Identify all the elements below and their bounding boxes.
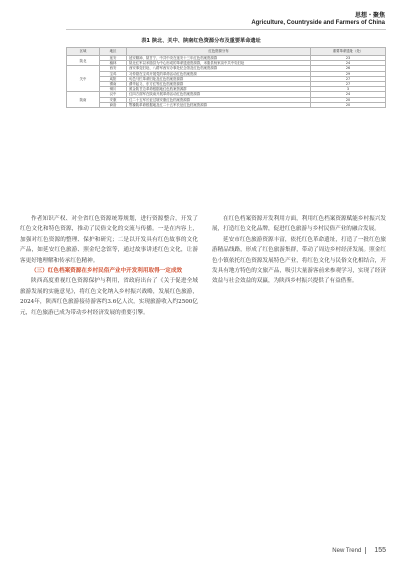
count-cell: 24 [311, 92, 386, 97]
header-resources: 红色资源分布 [127, 48, 311, 56]
header-rule [66, 29, 386, 30]
resource-cell: 鄂豫陕革命根据地及红二十五军长征红色档案资源群 [127, 102, 311, 107]
region-cell: 陕南 [67, 92, 100, 108]
body-paragraph: 陕西高度重视红色资源保护与利用，省政府出台了《关于促进全域旅游发展的实施意见》，将红色文化纳入乡村振兴战略，发展红色旅游，2024年，陕西红色旅游接待游客约3.6亿人次，实现旅游收入约2500亿元，红色旅游已成为带动乡村经济发展的重要引擎。 [20, 278, 198, 316]
region-cell: 关中 [67, 66, 100, 92]
count-cell: 23 [311, 56, 386, 61]
footer-divider [365, 547, 366, 554]
resource-cell: 延安精神、陕甘宁、中共中央在延安十三年红色档案资源群 [127, 56, 311, 61]
area-cell: 汉中 [100, 92, 127, 97]
area-cell: 铜川 [100, 87, 127, 92]
count-cell: 26 [311, 66, 386, 71]
right-column [212, 214, 386, 287]
area-cell: 宝鸡 [100, 71, 127, 76]
body-paragraph: 延安市红色旅游资源丰富，依托红色革命遗址，打造了一批红色旅游精品线路，形成了红色旅游集群，带动了周边乡村经济发展。照金红色小镇依托红色资源发展特色产业，将红色文化与民俗文化相结合，开发具有地方特色的文旅产品，吸引大量游客前来参观学习，实现了经济效益与社会效益的双赢，为陕西乡村振兴提供了有益借鉴。 [212, 236, 386, 285]
section-label: 思想・聚焦 [354, 12, 385, 19]
count-cell: 20 [311, 102, 386, 107]
area-cell: 渭南 [100, 82, 127, 87]
area-cell: 西安 [100, 66, 127, 71]
resource-cell: 照金陕甘边革命根据地红色档案资源群 [127, 87, 311, 92]
area-cell: 咸阳 [100, 76, 127, 81]
count-cell: 27 [311, 76, 386, 81]
table-row [67, 102, 386, 107]
resource-cell: 渭华起义、东方红等红色档案资源群 [127, 82, 311, 87]
resource-cell: 旬邑马栏革命旧址及红色档案资源群 [127, 76, 311, 81]
resource-cell: 红四方面军在陕南开展革命活动红色档案资源群 [127, 92, 311, 97]
count-cell: 20 [311, 97, 386, 102]
page-number: 155 [374, 547, 386, 554]
region-cell: 陕北 [67, 56, 100, 66]
resource-cell: 陕北红军以米脂县为中心形成的革命遗迹资源群，米脂县杨家沟中共中央旧址 [127, 61, 311, 66]
count-cell: 3 [311, 87, 386, 92]
header-sites: 重要革命遗址（处） [311, 48, 386, 56]
area-cell: 商洛 [100, 102, 127, 107]
body-paragraph: 作者知识产权、对全省红色资源统筹规划，进行资源整合，开发了红色文化和特色资源，推动了民俗文化的交流与传播。一是在内容上，加强对红色资源的整理、保护和研究；二是以开发具有红色故事的文化产品，如延安红色旅游、照金纪念馆等，通过故事讲述红色文化，让游客更好地理解和传承红色精神。 [20, 216, 198, 264]
journal-subtitle: Agriculture, Countryside and Farmers of China [251, 20, 385, 26]
header-region: 区域 [67, 48, 100, 56]
table-caption: 表1 陕北、关中、陕南红色资源分布及重要革命遗址 [141, 38, 261, 44]
resource-table [66, 47, 386, 108]
count-cell: 27 [311, 82, 386, 87]
left-column [20, 214, 198, 318]
area-cell: 延安 [100, 56, 127, 61]
count-cell: 24 [311, 61, 386, 66]
table-header-row [67, 48, 386, 56]
body-paragraph: 在红色档案资源开发利用方面，利用红色档案资源赋能乡村振兴发展，打造红色文化品牌，促进红色旅游与乡村民俗产业的融合发展。 [212, 216, 386, 233]
page-footer [332, 547, 386, 554]
resource-cell: 西安事变旧址、八路军西安办事处纪念馆及红色档案资源群 [127, 66, 311, 71]
section-subheading: （三）红色档案资源在乡村民俗产业中开发利用取得一定成效 [31, 268, 183, 275]
header-area: 地区 [100, 48, 127, 56]
page-header [251, 10, 385, 26]
resource-cell: 习仲勋在宝鸡开展党的革命活动红色档案资源 [127, 71, 311, 76]
area-cell: 安康 [100, 97, 127, 102]
resource-cell: 红二十五军长征过境安康红色档案资源群 [127, 97, 311, 102]
area-cell: 榆林 [100, 61, 127, 66]
count-cell: 29 [311, 71, 386, 76]
journal-name: New Trend [332, 548, 362, 554]
